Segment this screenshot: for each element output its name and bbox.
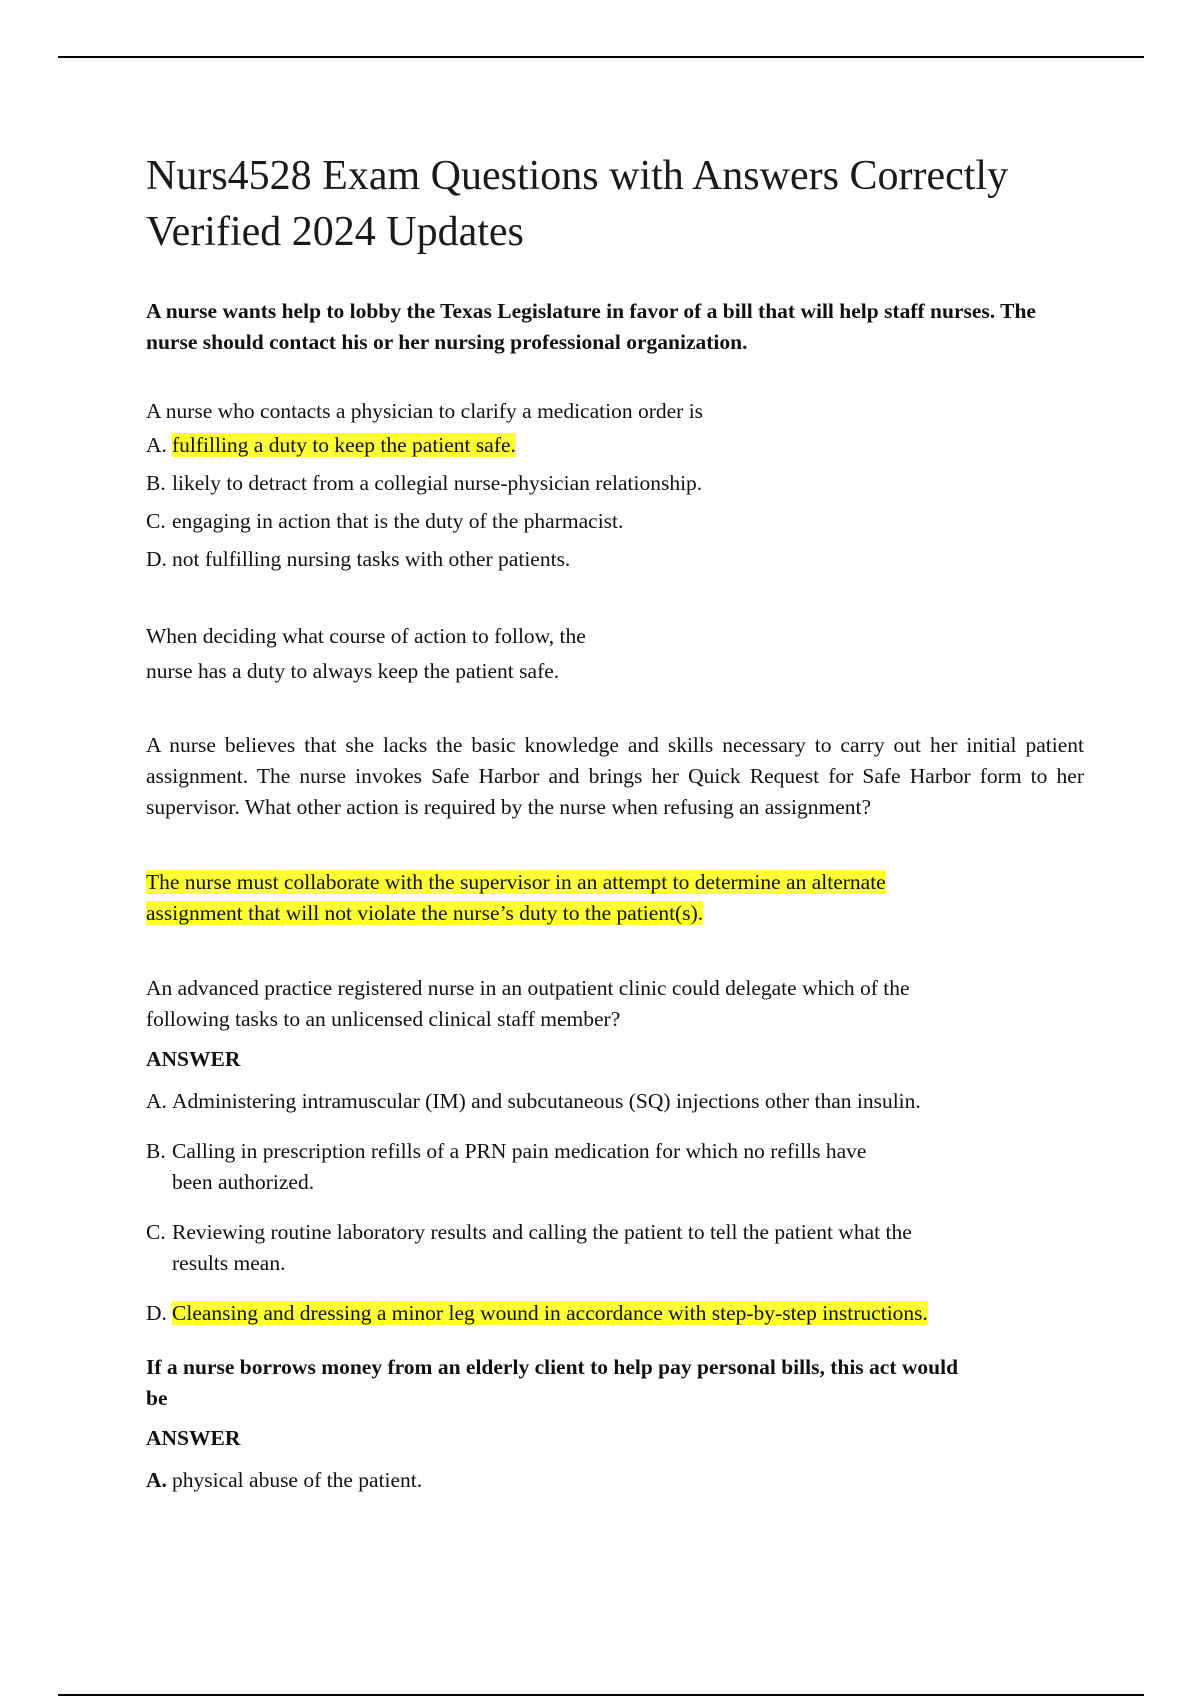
stem-line-1: If a nurse borrows money from an elderly client to help pay personal bills, this act would (146, 1355, 959, 1379)
question-5-answer-label: ANSWER (146, 1426, 241, 1450)
option-text: physical abuse of the patient. (172, 1468, 423, 1492)
question-2-option-a (146, 430, 1084, 461)
option-letter: C. (146, 1220, 166, 1244)
question-2-stem: A nurse who contacts a physician to clarify a medication order is (146, 399, 704, 423)
question-2-option-d (146, 544, 1084, 575)
option-letter: D. (146, 1301, 167, 1325)
question-1: A nurse wants help to lobby the Texas Legislature in favor of a bill that will help staff nurses. The nurse should contact his or her nursing professional organization. (146, 299, 1036, 354)
bottom-rule (58, 1694, 1144, 1696)
option-text-highlighted: fulfilling a duty to keep the patient safe. (172, 433, 516, 457)
question-4-option-c (146, 1217, 1084, 1279)
question-2-option-c (146, 506, 1084, 537)
question-5-option-a (146, 1465, 1084, 1496)
option-text-line-2: results mean. (172, 1251, 286, 1275)
question-2-option-b (146, 468, 1084, 499)
question-5-stem (146, 1352, 1084, 1414)
question-4-stem (146, 973, 1084, 1035)
question-4-option-a (146, 1086, 1084, 1117)
question-2-rationale-line-1: When deciding what course of action to follow, the (146, 624, 586, 648)
question-4-answer-label: ANSWER (146, 1047, 241, 1071)
option-text: engaging in action that is the duty of the pharmacist. (172, 509, 624, 533)
option-letter: B. (146, 1139, 166, 1163)
option-letter: A. (146, 1468, 167, 1492)
option-letter: A. (146, 1089, 167, 1113)
stem-line-1: An advanced practice registered nurse in an outpatient clinic could delegate which of the (146, 976, 910, 1000)
question-2-rationale-line-2: nurse has a duty to always keep the patient safe. (146, 659, 560, 683)
document-page (146, 148, 1084, 1496)
document-title: Nurs4528 Exam Questions with Answers Correctly Verified 2024 Updates (146, 153, 1009, 255)
top-rule (58, 56, 1144, 58)
question-3-stem: A nurse believes that she lacks the basic knowledge and skills necessary to carry out her initial patient assignment. The nurse invokes Safe Harbor and brings her Quick Request for Safe Harbor form to her supervisor. What other action is required by the nurse when refusing an assignment? (146, 733, 1084, 819)
option-text: likely to detract from a collegial nurse-physician relationship. (172, 471, 703, 495)
option-text-highlighted: Cleansing and dressing a minor leg wound in accordance with step-by-step instructions. (172, 1301, 928, 1325)
option-text: not fulfilling nursing tasks with other patients. (172, 547, 571, 571)
option-text-line-2: been authorized. (172, 1170, 315, 1194)
stem-line-2: following tasks to an unlicensed clinical staff member? (146, 1007, 621, 1031)
option-text-line-1: Reviewing routine laboratory results and calling the patient to tell the patient what the (172, 1220, 912, 1244)
question-4-option-b (146, 1136, 1084, 1198)
option-text-line-1: Calling in prescription refills of a PRN pain medication for which no refills have (172, 1139, 867, 1163)
stem-line-2: be (146, 1386, 168, 1410)
option-text: Administering intramuscular (IM) and subcutaneous (SQ) injections other than insulin. (172, 1089, 921, 1113)
question-3-answer (146, 867, 1084, 929)
option-letter: C. (146, 509, 166, 533)
question-4-option-d (146, 1298, 1084, 1329)
option-letter: D. (146, 547, 167, 571)
answer-line-1: The nurse must collaborate with the supervisor in an attempt to determine an alternate (146, 870, 886, 894)
answer-line-2: assignment that will not violate the nurse’s duty to the patient(s). (146, 901, 704, 925)
option-letter: B. (146, 471, 166, 495)
option-letter: A. (146, 433, 167, 457)
